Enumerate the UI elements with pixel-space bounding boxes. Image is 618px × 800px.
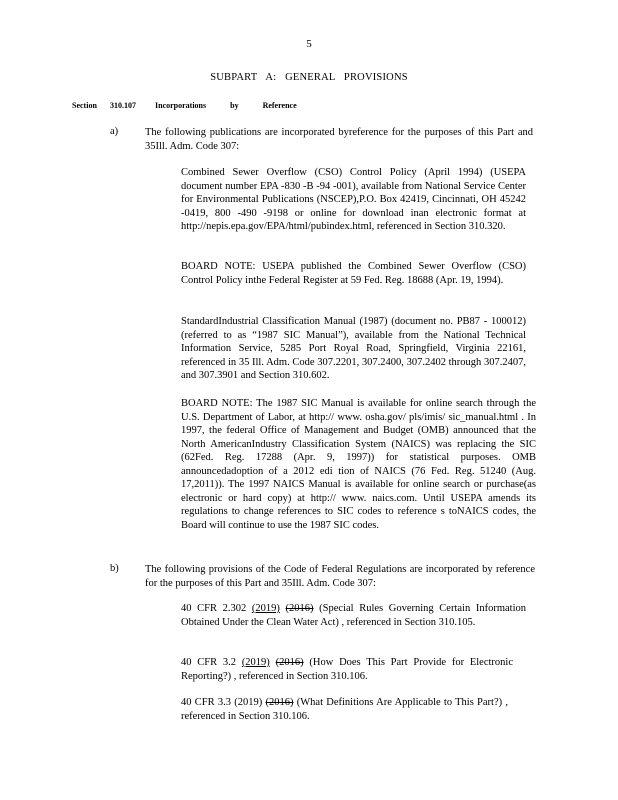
subpart-heading: SUBPART A: GENERAL PROVISIONS	[210, 72, 408, 83]
added-text: (2019)	[241, 657, 270, 668]
section-heading	[72, 101, 297, 110]
board-note-cso: BOARD NOTE: USEPA published the Combined Sewer Overflow (CSO) Control Policy inthe Federal Register at 59 Fed. Reg. 18688 (Apr. 19, 1994).	[181, 261, 526, 286]
cfr-item-2-302: 40 CFR 2.302 (2019) (2016) (Special Rules Governing Certain Information Obtained Under the Clean Water Act) , referenced in Section 310.105.	[181, 603, 526, 628]
subsection-b-intro: The following provisions of the Code of Federal Regulations are incorporated by reference for the purposes of this Part and 35Ill. Adm. Code 307:	[145, 564, 535, 589]
deleted-text: (2016)	[275, 657, 304, 668]
deleted-text: (2016)	[285, 603, 314, 614]
board-note-sic: BOARD NOTE: The 1987 SIC Manual is available for online search through the U.S. Department of Labor, at http:// www. osha.gov/ pls/imis/ sic_manual.html . In 1997, the federal Office of Management and Budget (OMB) announced that the North AmericanIndustry Classification System (NAICS) was replacing the SIC (62Fed. Reg. 17288 (Apr. 9, 1997)) for statistical purposes. OMB announcedadoption of a 2012 edi tion of NAICS (76 Fed. Reg. 51240 (Aug. 17,2011)). The 1997 NAICS Manual is available for online search or purchase(as electronic or hard copy) at http:// www. naics.com. Until USEPA amends its regulations to change references to SIC codes to reference s toNAICS codes, the Board will continue to use the 1987 SIC codes.	[181, 398, 536, 531]
section-title: Incorporations by Reference	[155, 101, 297, 110]
subsection-a-marker: a)	[110, 126, 119, 137]
section-label: Section	[72, 101, 97, 110]
section-number: 310.107	[110, 101, 136, 110]
incorporation-item-sic-manual: StandardIndustrial Classification Manual (1987) (document no. PB87 - 100012) (referred to as “1987 SIC Manual”), available from the National Technical Information Service, 5285 Port Royal Road, Springfield, Virginia 22161, referenced in 35 Ill. Adm. Code 307.2201, 307.2400, 307.2402 through 307.2407, and 307.3901 and Section 310.602.	[181, 316, 526, 381]
subsection-a-intro: The following publications are incorporated byreference for the purposes of this Part and 35Ill. Adm. Code 307:	[145, 127, 533, 152]
deleted-text: (2016)	[265, 697, 294, 708]
cfr-item-3-3: 40 CFR 3.3 (2019) (2016) (What Definitions Are Applicable to This Part?) , referenced in Section 310.106.	[181, 697, 509, 722]
incorporation-item-cso-policy: Combined Sewer Overflow (CSO) Control Policy (April 1994) (USEPA document number EPA -830 -B -94 -001), available from National Service Center for Environmental Publications (NSCEP),P.O. Box 42419, Cincinnati, OH 45242 -0419, 800 -490 -9198 or online for download inan electronic format at http://nepis.epa.gov/EPA/html/pubindex.html, referenced in Section 310.320.	[181, 167, 526, 232]
cfr-item-3-2: 40 CFR 3.2 (2019) (2016) (How Does This Part Provide for Electronic Reporting?) , referenced in Section 310.106.	[181, 657, 513, 682]
page-number: 5	[306, 38, 312, 50]
added-text: (2019)	[251, 603, 280, 614]
subsection-b-marker: b)	[110, 563, 119, 574]
